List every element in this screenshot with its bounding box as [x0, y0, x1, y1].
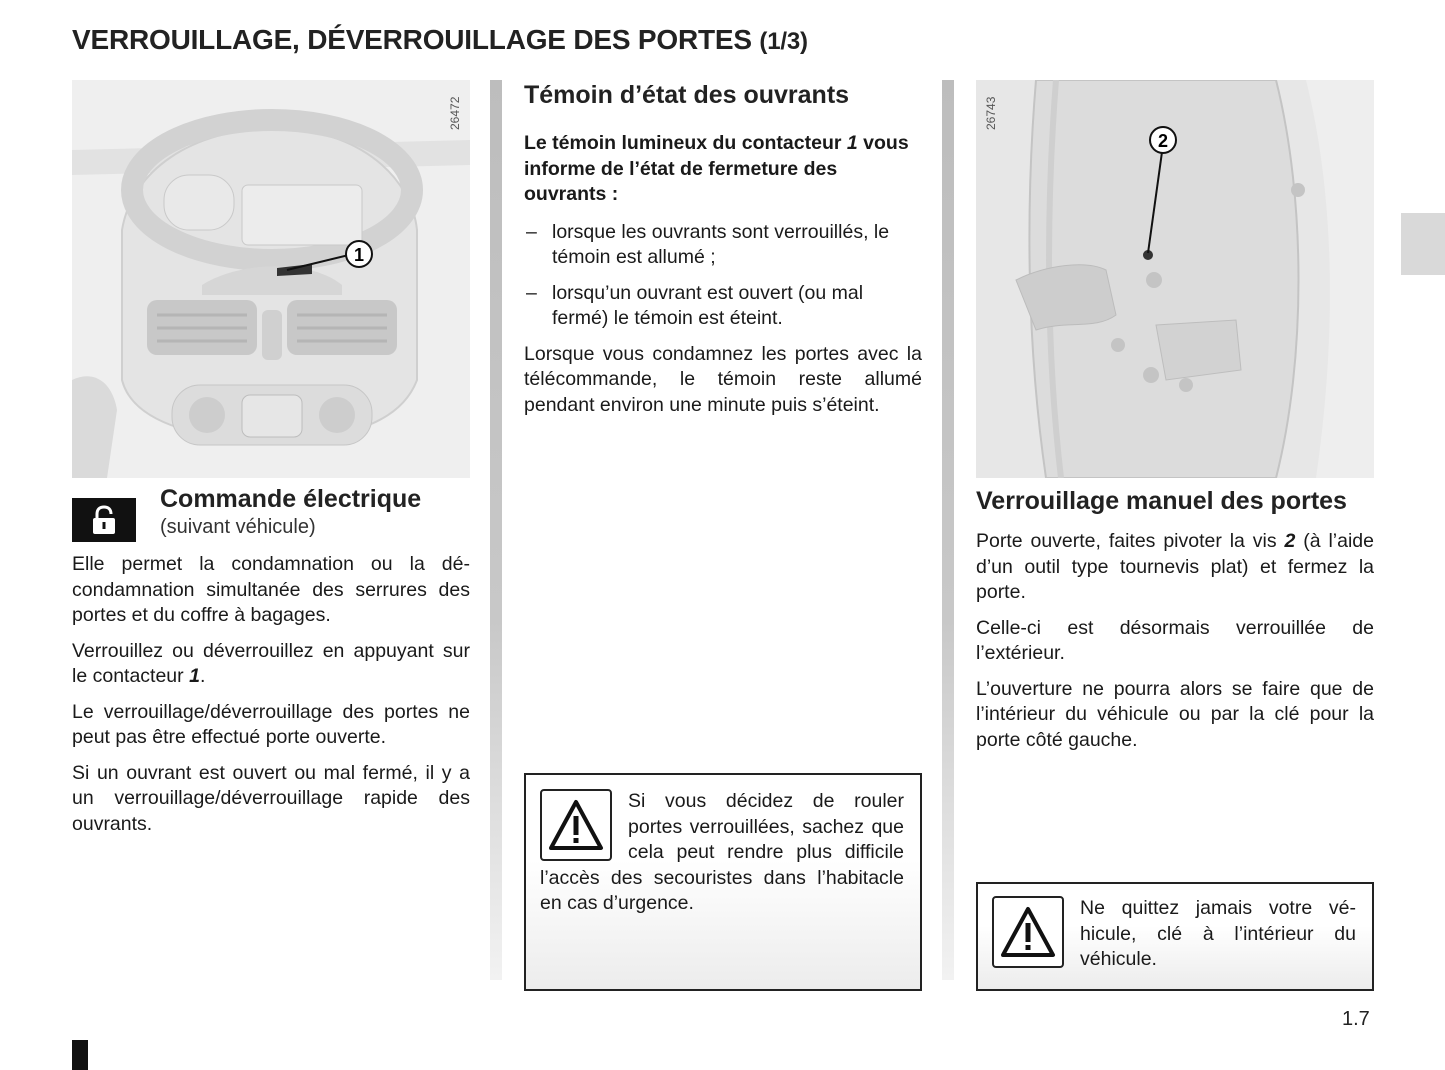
- text-run: Verrouillez ou déverrouillez en appuyant sur le contacteur: [72, 639, 470, 687]
- warning-text: Ne quittez jamais votre véhicule, clé à l’intérieur du véhicule.: [1080, 897, 1356, 970]
- section-heading-row: [72, 484, 470, 542]
- reference-number: 1: [189, 665, 200, 687]
- page-number: 1.7: [1342, 1008, 1370, 1030]
- warning-icon: [540, 789, 612, 861]
- paragraph: [72, 639, 470, 690]
- section-heading: Verrouillage manuel des portes: [976, 487, 1347, 515]
- text-run: vous informe de l’état de fermeture des ouvrants :: [524, 132, 909, 205]
- column-divider: [490, 80, 502, 980]
- warning-box: [976, 882, 1374, 991]
- chapter-tab: [1401, 213, 1445, 275]
- dash-bullet: –: [526, 220, 537, 243]
- lock-icon: [72, 498, 136, 542]
- lead-paragraph: [524, 131, 922, 208]
- corner-mark: [72, 1040, 88, 1070]
- callout-1-label: 1: [353, 245, 365, 265]
- text-run: Porte ouverte, faites pivoter la vis: [976, 530, 1285, 552]
- paragraph: Elle permet la condamnation ou la décondamnation simultanée des serrures des portes et du coffre à bagages.: [72, 553, 470, 626]
- section-heading: Commande électrique: [160, 485, 422, 513]
- warning-text: Si vous décidez de rouler portes verrouillées, sachez que cela peut rendre plus difficile l’accès des secouristes dans l’habitacle en cas d’urgence.: [540, 790, 904, 914]
- paragraph: Si un ouvrant est ouvert ou mal fermé, il y a un verrouillage/déverrouillage rapide des ouvrants.: [72, 761, 470, 835]
- paragraph: Celle-ci est désormais verrouillée de l’extérieur.: [976, 616, 1374, 664]
- paragraph: Lorsque vous condamnez les portes avec la télécommande, le témoin reste allumé pendant environ une minute puis s’éteint.: [524, 342, 922, 416]
- list-item-text: lorsqu’un ouvrant est ouvert (ou mal fermé) le témoin est éteint.: [552, 281, 864, 329]
- paragraph: L’ouverture ne pourra alors se faire que de l’intérieur du véhicule ou par la clé pour la porte côté gauche.: [976, 677, 1374, 751]
- warning-box: [524, 773, 922, 991]
- column-manual-locking: [976, 80, 1374, 763]
- figure-number: 26743: [984, 96, 998, 130]
- figure-number: 26472: [448, 96, 462, 130]
- text-run: Le témoin lumineux du contacteur: [524, 132, 847, 154]
- text-run: (à l’aide d’un outil type tournevis plat) et fermez la porte.: [976, 530, 1374, 603]
- page-title: [72, 24, 808, 56]
- column-electric-control: [72, 80, 470, 847]
- bullet-list: [524, 220, 922, 332]
- text-run: .: [199, 665, 206, 687]
- dashboard-drawing: [72, 80, 470, 478]
- list-item: [524, 220, 922, 271]
- column-divider: [942, 80, 954, 980]
- paragraph: Le verrouillage/déverrouillage des portes ne peut pas être effectué porte ouverte.: [72, 700, 470, 748]
- paragraph: [976, 529, 1374, 606]
- warning-icon: [992, 896, 1064, 968]
- page-title-part: (1/3): [759, 28, 808, 55]
- dashboard-illustration: [72, 80, 470, 478]
- section-heading: Témoin d’état des ouvrants: [524, 81, 850, 109]
- page-title-text: VERROUILLAGE, DÉVERROUILLAGE DES PORTES: [72, 24, 752, 55]
- door-drawing: [976, 80, 1374, 478]
- reference-number: 2: [1284, 530, 1296, 552]
- dash-bullet: –: [526, 281, 537, 304]
- column-status-indicator: [524, 80, 922, 428]
- list-item: [524, 281, 922, 332]
- list-item-text: lorsque les ouvrants sont verrouillés, le témoin est allumé ;: [552, 220, 890, 268]
- callout-2-label: 2: [1157, 131, 1169, 151]
- reference-number: 1: [846, 132, 858, 154]
- door-illustration: [976, 80, 1374, 478]
- section-subheading: (suivant véhicule): [160, 516, 316, 538]
